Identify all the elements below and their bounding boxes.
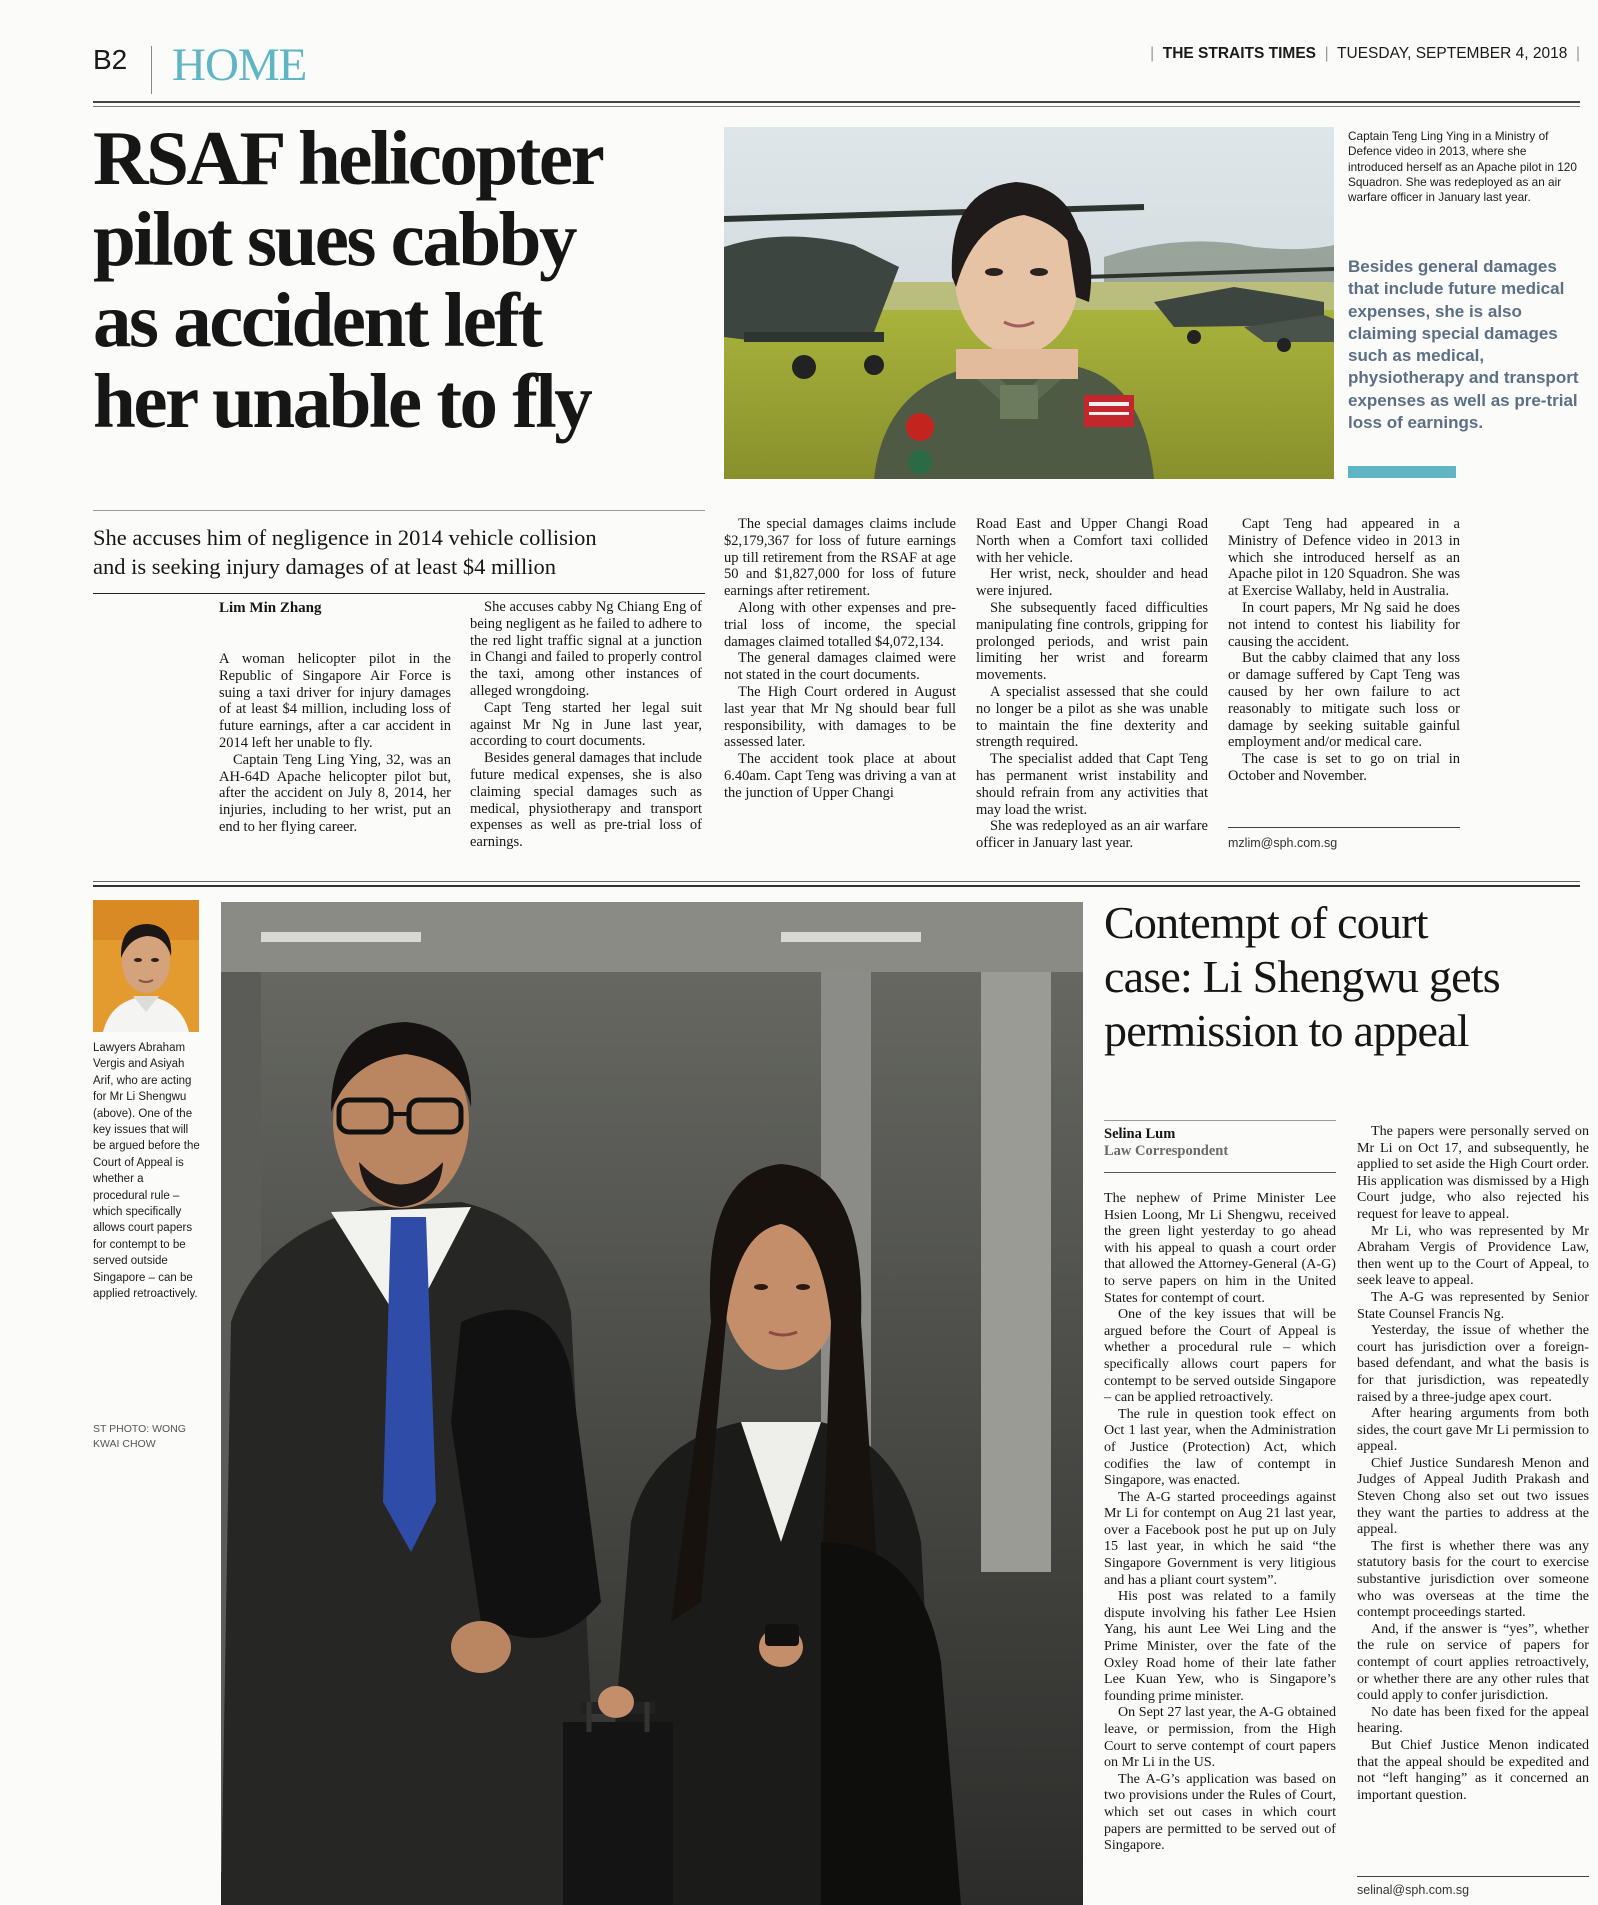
paragraph: On Sept 27 last year, the A-G obtained leave, or permission, from the High Court to serve contempt of court papers on Mr Li in the US. bbox=[1104, 1704, 1336, 1771]
paragraph: The A-G started proceedings against Mr Li for contempt on Aug 21 last year, over a Facebook post he put up on July 15 last year, in which he said “the Singapore Government is very litigious and has a pliant court system”. bbox=[1104, 1488, 1336, 1588]
standfirst-line: and is seeking injury damages of at least $4 million bbox=[93, 554, 557, 579]
email-rule bbox=[1228, 827, 1460, 828]
story2-email-rule bbox=[1357, 1876, 1589, 1877]
header-rule-top bbox=[93, 101, 1580, 103]
story1-pullquote: Besides general damages that include future medical expenses, she is also claiming special damages such as medical, physiotherapy and transport expenses as well as pre-trial loss of earnings. bbox=[1348, 257, 1579, 433]
story2-byline-rule bbox=[1104, 1120, 1336, 1121]
paragraph: The specialist added that Capt Teng has permanent wrist instability and should refrain from any activities that may load the wrist. bbox=[976, 751, 1208, 818]
header-divider bbox=[151, 46, 152, 94]
story2-photo-caption: Lawyers Abraham Vergis and Asiyah Arif, who are acting for Mr Li Shengwu (above). One of the key issues that will be argued before the Court of Appeal is whether a procedural rule – which specifically allows court papers for contempt to be served outside Singapore – can be applied retroactively. bbox=[93, 1042, 200, 1301]
standfirst-line: She accuses him of negligence in 2014 vehicle collision bbox=[93, 525, 597, 550]
story2-column-1 bbox=[1104, 1190, 1336, 1854]
headline-line: permission to appeal bbox=[1104, 1005, 1469, 1056]
headline-line: case: Li Shengwu gets bbox=[1104, 951, 1500, 1002]
headline-line: pilot sues cabby bbox=[93, 196, 576, 282]
story2-headline bbox=[1104, 896, 1584, 1058]
li-shengwu-headshot bbox=[93, 900, 199, 1032]
story1-standfirst bbox=[93, 523, 713, 581]
paragraph: Along with other expenses and pre-trial loss of income, the special damages claimed totalled $4,072,134. bbox=[724, 599, 956, 650]
paragraph: His post was related to a family dispute involving his father Lee Hsien Yang, his aunt Lee Wei Ling and the Prime Minister, over the fate of the Oxley Road home of their late father Lee Kuan Yew, who is Singapore’s founding prime minister. bbox=[1104, 1588, 1336, 1704]
story-separator-bottom bbox=[93, 885, 1580, 887]
paragraph: A woman helicopter pilot in the Republic of Singapore Air Force is suing a taxi driver for injury damages of at least $4 million, including loss of future earnings, after a car accident in 2014 left her unable to fly. bbox=[219, 651, 451, 751]
paragraph: The general damages claimed were not stated in the court documents. bbox=[724, 650, 956, 684]
story2-byline-role: Law Correspondent bbox=[1104, 1143, 1229, 1159]
story2-byline: Selina Lum bbox=[1104, 1126, 1176, 1142]
paragraph: And, if the answer is “yes”, whether the rule on service of papers for contempt of court applies retroactively, or whether there are any other rules that could apply to confer jurisdiction. bbox=[1357, 1620, 1589, 1704]
paragraph: But Chief Justice Menon indicated that the appeal should be expedited and not “left hanging” as it concerned an important question. bbox=[1357, 1736, 1589, 1803]
paragraph: A specialist assessed that she could no longer be a pilot as she was unable to maintain the fine dexterity and strength required. bbox=[976, 683, 1208, 751]
page-number: B2 bbox=[93, 44, 128, 75]
headline-line: her unable to fly bbox=[93, 358, 591, 444]
paragraph: The nephew of Prime Minister Lee Hsien Loong, Mr Li Shengwu, received the green light yesterday to go ahead with his appeal to quash a court order that allowed the Attorney-General (A-G) to serve papers on him in the United States for contempt of court. bbox=[1104, 1190, 1336, 1306]
story1-byline: Lim Min Zhang bbox=[219, 600, 322, 616]
pilot-photo bbox=[724, 127, 1334, 479]
paragraph: The A-G was represented by Senior State Counsel Francis Ng. bbox=[1357, 1288, 1589, 1322]
issue-date: TUESDAY, SEPTEMBER 4, 2018 bbox=[1337, 45, 1568, 62]
paragraph: The case is set to go on trial in October and November. bbox=[1228, 751, 1460, 784]
standfirst-rule-top bbox=[93, 510, 705, 511]
header-rule-bottom bbox=[93, 106, 1580, 107]
story1-column-3 bbox=[724, 516, 956, 802]
story1-author-email[interactable]: mzlim@sph.com.sg bbox=[1228, 836, 1338, 850]
paragraph: One of the key issues that will be argued before the Court of Appeal is whether a procedural rule – which specifically allows court papers for contempt to be served outside Singapore – can be applied retroactively. bbox=[1104, 1306, 1336, 1406]
paragraph: Road East and Upper Changi Road North when a Comfort taxi collided with her vehicle. bbox=[976, 516, 1208, 566]
paragraph: Capt Teng started her legal suit against Mr Ng in June last year, according to court documents. bbox=[470, 699, 702, 750]
paragraph: She subsequently faced difficulties manipulating fine controls, gripping for prolonged periods, and wrist pain limiting her wrist and forearm movements. bbox=[976, 599, 1208, 684]
story1-column-2 bbox=[470, 599, 702, 851]
paragraph: Captain Teng Ling Ying, 32, was an AH-64D Apache helicopter pilot but, after the accident on July 8, 2014, her injuries, including to her wrist, put an end to her flying career. bbox=[219, 751, 451, 835]
masthead-info: | THE STRAITS TIMES | TUESDAY, SEPTEMBER 4, 2018 | bbox=[1150, 45, 1580, 62]
paragraph: The A-G’s application was based on two provisions under the Rules of Court, which set out cases in which court papers are permitted to be served out of Singapore. bbox=[1104, 1770, 1336, 1854]
story1-headline bbox=[93, 115, 713, 444]
lawyers-photo bbox=[221, 902, 1083, 1905]
paragraph: Besides general damages that include future medical expenses, she is also claiming special damages such as medical, physiotherapy and transport expenses as well as pre-trial loss of earnings. bbox=[470, 750, 702, 851]
paragraph: In court papers, Mr Ng said he does not intend to contest his liability for causing the accident. bbox=[1228, 599, 1460, 650]
paragraph: Her wrist, neck, shoulder and head were injured. bbox=[976, 566, 1208, 600]
paragraph: Capt Teng had appeared in a Ministry of Defence video in 2013 in which she introduced herself as an Apache pilot in 120 Squadron. She was at Exercise Wallaby, held in Australia. bbox=[1228, 516, 1460, 600]
standfirst-rule-bottom bbox=[93, 593, 705, 594]
pullquote-accent-bar bbox=[1348, 466, 1456, 478]
headline-line: Contempt of court bbox=[1104, 897, 1428, 948]
story2-author-email[interactable]: selinal@sph.com.sg bbox=[1357, 1883, 1470, 1897]
paragraph: She was redeployed as an air warfare officer in January last year. bbox=[976, 818, 1208, 852]
headline-line: as accident left bbox=[93, 277, 541, 363]
pilot-photo-caption: Captain Teng Ling Ying in a Ministry of Defence video in 2013, where she introduced herself as an Apache pilot in 120 Squadron. She was redeployed as an air warfare officer in January last year. bbox=[1348, 129, 1577, 205]
paragraph: The papers were personally served on Mr Li on Oct 17, and subsequently, he applied to set aside the High Court order. His application was dismissed by a High Court judge, who also rejected his request for leave to appeal. bbox=[1357, 1123, 1589, 1222]
section-name: HOME bbox=[172, 39, 307, 91]
paragraph: But the cabby claimed that any loss or damage suffered by Capt Teng was caused by her own failure to act reasonably to mitigate such loss or damage by seeking suitable gainful employment and/or medical care. bbox=[1228, 650, 1460, 751]
story1-column-1 bbox=[219, 651, 451, 836]
paragraph: The High Court ordered in August last year that Mr Ng should bear full responsibility, with damages to be assessed later. bbox=[724, 683, 956, 751]
paragraph: The rule in question took effect on Oct 1 last year, when the Administration of Justice (Protection) Act, which codifies the law of contempt in Singapore, was enacted. bbox=[1104, 1405, 1336, 1489]
story2-byline-block bbox=[1104, 1126, 1336, 1160]
paragraph: The accident took place at about 6.40am. Capt Teng was driving a van at the junction of Upper Changi bbox=[724, 751, 956, 801]
story2-byline-rule-bottom bbox=[1104, 1172, 1336, 1173]
paragraph: No date has been fixed for the appeal hearing. bbox=[1357, 1703, 1589, 1737]
paragraph: Yesterday, the issue of whether the court has jurisdiction over a foreign-based defendant, and what the basis is for that jurisdiction, was repeatedly raised by a three-judge apex court. bbox=[1357, 1322, 1589, 1405]
story-separator-top bbox=[93, 881, 1580, 882]
paragraph: Chief Justice Sundaresh Menon and Judges of Appeal Judith Prakash and Steven Chong also set out two issues they want the parties to address at the appeal. bbox=[1357, 1454, 1589, 1538]
paragraph: After hearing arguments from both sides, the court gave Mr Li permission to appeal. bbox=[1357, 1405, 1589, 1455]
story1-column-5 bbox=[1228, 516, 1460, 785]
paragraph: The first is whether there was any statutory basis for the court to exercise substantive jurisdiction over someone who was overseas at the time the contempt proceedings started. bbox=[1357, 1537, 1589, 1621]
paragraph: She accuses cabby Ng Chiang Eng of being negligent as he failed to adhere to the red light traffic signal at a junction in Changi and failed to properly control the taxi, among other instances of alleged wrongdoing. bbox=[470, 599, 702, 699]
story2-column-2 bbox=[1357, 1123, 1589, 1803]
headline-line: RSAF helicopter bbox=[93, 115, 603, 201]
paragraph: Mr Li, who was represented by Mr Abraham Vergis of Providence Law, then went up to the Court of Appeal, to seek leave to appeal. bbox=[1357, 1222, 1589, 1289]
story1-column-4 bbox=[976, 516, 1208, 852]
publication-name: THE STRAITS TIMES bbox=[1162, 45, 1317, 62]
paragraph: The special damages claims include $2,179,367 for loss of future earnings up till retirement from the RSAF at age 50 and $1,827,000 for loss of future earnings after retirement. bbox=[724, 516, 956, 600]
story2-photo-credit: ST PHOTO: WONG KWAI CHOW bbox=[93, 1423, 186, 1450]
